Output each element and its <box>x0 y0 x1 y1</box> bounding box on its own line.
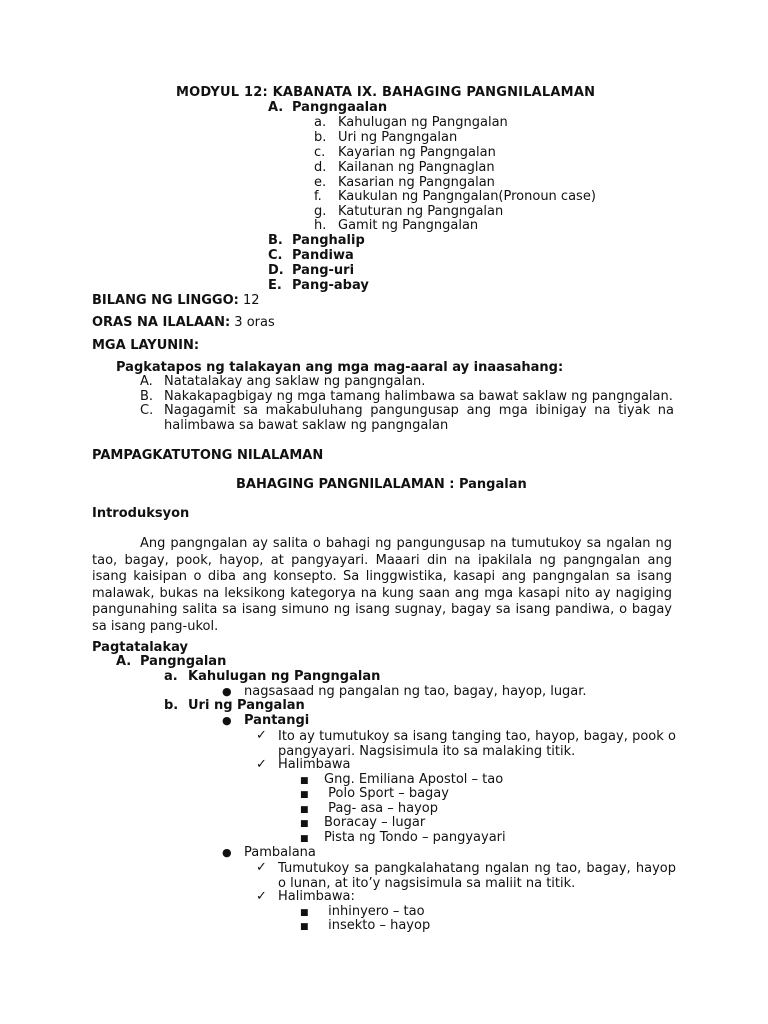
example-item: ■ inhinyero – tao <box>300 904 425 919</box>
subtopic-g: g. Katuturan ng Pangngalan <box>314 204 504 219</box>
example-item: ■ Boracay – lugar <box>300 815 426 830</box>
example-item: ■ Pista ng Tondo – pangyayari <box>300 830 506 845</box>
layunin-intro: Pagkatapos ng talakayan ang mga mag-aaral ay inaasahang: <box>116 360 564 375</box>
square-bullet-icon: ■ <box>300 908 309 918</box>
layunin-a: A. Natatalakay ang saklaw ng pangngalan. <box>140 374 426 389</box>
check-icon: ✓ <box>256 728 267 743</box>
square-bullet-icon: ■ <box>300 819 309 829</box>
pambalana-definition: Tumutukoy sa pangkalahatang ngalan ng tao, bagay, hayop o lunan, at ito’y nagsisimula sa maliit na titik. <box>278 861 676 892</box>
check-icon: ✓ <box>256 757 267 772</box>
kahulugan-bullet: ● nagsasaad ng pangalan ng tao, bagay, hayop, lugar. <box>222 684 587 699</box>
example-item: ■ Polo Sport – bagay <box>300 786 449 801</box>
example-item: ■ Pag- asa – hayop <box>300 801 439 816</box>
example-item: ■ insekto – hayop <box>300 918 431 933</box>
bullet-icon: ● <box>222 846 232 859</box>
layunin-c-letter: C. <box>140 403 154 418</box>
intro-paragraph: Ang pangngalan ay salita o bahagi ng pangungusap na tumutukoy sa ngalan ng tao, bagay, pook, hayop, at pangyayari. Maaari din na ipakilala ng pangngalan ang isang kaisipan o diba ang konsepto. Sa linggwistika, kasapi ang pangngalan sa isang malawak, bukas na leksikong kategorya na kung saan ang mga kasapi nito ay nagiging pangunahing salita sa isang simuno ng isang sugnay, bagay sa isang pandiwa, o bagay sa isang pang-ukol. <box>92 536 672 634</box>
pantangi-heading: ● Pantangi <box>222 713 310 728</box>
pambalana-halimbawa: ✓ Halimbawa: <box>256 889 355 904</box>
pantangi-definition: Ito ay tumutukoy sa isang tanging tao, hayop, bagay, pook o pangyayari. Nagsisimula ito sa malaking titik. <box>278 729 676 760</box>
layunin-c: Nagagamit sa makabuluhang pangungusap ang mga ibinigay na tiyak na halimbawa sa bawat saklaw ng pangngalan <box>164 403 674 433</box>
subtopic-c: c. Kayarian ng Pangngalan <box>314 145 496 160</box>
topic-a: A. Pangngaalan <box>268 100 388 115</box>
layunin-heading: MGA LAYUNIN: <box>92 338 200 353</box>
bullet-icon: ● <box>222 714 232 727</box>
square-bullet-icon: ■ <box>300 834 309 844</box>
document-title: MODYUL 12: KABANATA IX. BAHAGING PANGNILALAMAN <box>176 85 596 100</box>
kahulugan-heading: a. Kahulugan ng Pangngalan <box>164 669 381 684</box>
square-bullet-icon: ■ <box>300 805 309 815</box>
uri-heading: b. Uri ng Pangalan <box>164 698 305 713</box>
subtopic-a: a. Kahulugan ng Pangngalan <box>314 115 508 130</box>
bilang-ng-linggo: BILANG NG LINGGO: 12 <box>92 293 260 308</box>
layunin-b: B. Nakakapagbigay ng mga tamang halimbawa sa bawat saklaw ng pangngalan. <box>140 389 673 404</box>
topic-e: E. Pang-abay <box>268 278 369 293</box>
topic-b: B. Panghalip <box>268 233 365 248</box>
section-a-pangngalan: A. Pangngalan <box>116 654 227 669</box>
check-icon: ✓ <box>256 889 267 904</box>
oras-na-ilalaan: ORAS NA ILALAAN: 3 oras <box>92 315 275 330</box>
topic-c: C. Pandiwa <box>268 248 354 263</box>
square-bullet-icon: ■ <box>300 922 309 932</box>
check-icon: ✓ <box>256 860 267 875</box>
subtopic-b: b. Uri ng Pangngalan <box>314 130 458 145</box>
pantangi-halimbawa: ✓ Halimbawa <box>256 757 351 772</box>
subtopic-f: f. Kaukulan ng Pangngalan(Pronoun case) <box>314 189 596 204</box>
pampagkatuto-heading: PAMPAGKATUTONG NILALAMAN <box>92 448 324 463</box>
subtopic-h: h. Gamit ng Pangngalan <box>314 218 479 233</box>
example-item: ■ Gng. Emiliana Apostol – tao <box>300 772 504 787</box>
section-title: BAHAGING PANGNILALAMAN : Pangalan <box>236 477 527 492</box>
bullet-icon: ● <box>222 685 232 698</box>
square-bullet-icon: ■ <box>300 790 309 800</box>
pambalana-heading: ● Pambalana <box>222 845 316 860</box>
intro-heading: Introduksyon <box>92 506 190 521</box>
subtopic-e: e. Kasarian ng Pangngalan <box>314 175 495 190</box>
subtopic-d: d. Kailanan ng Pangnaglan <box>314 160 495 175</box>
pagtatalakay-heading: Pagtatalakay <box>92 640 188 655</box>
topic-d: D. Pang-uri <box>268 263 355 278</box>
square-bullet-icon: ■ <box>300 776 309 786</box>
